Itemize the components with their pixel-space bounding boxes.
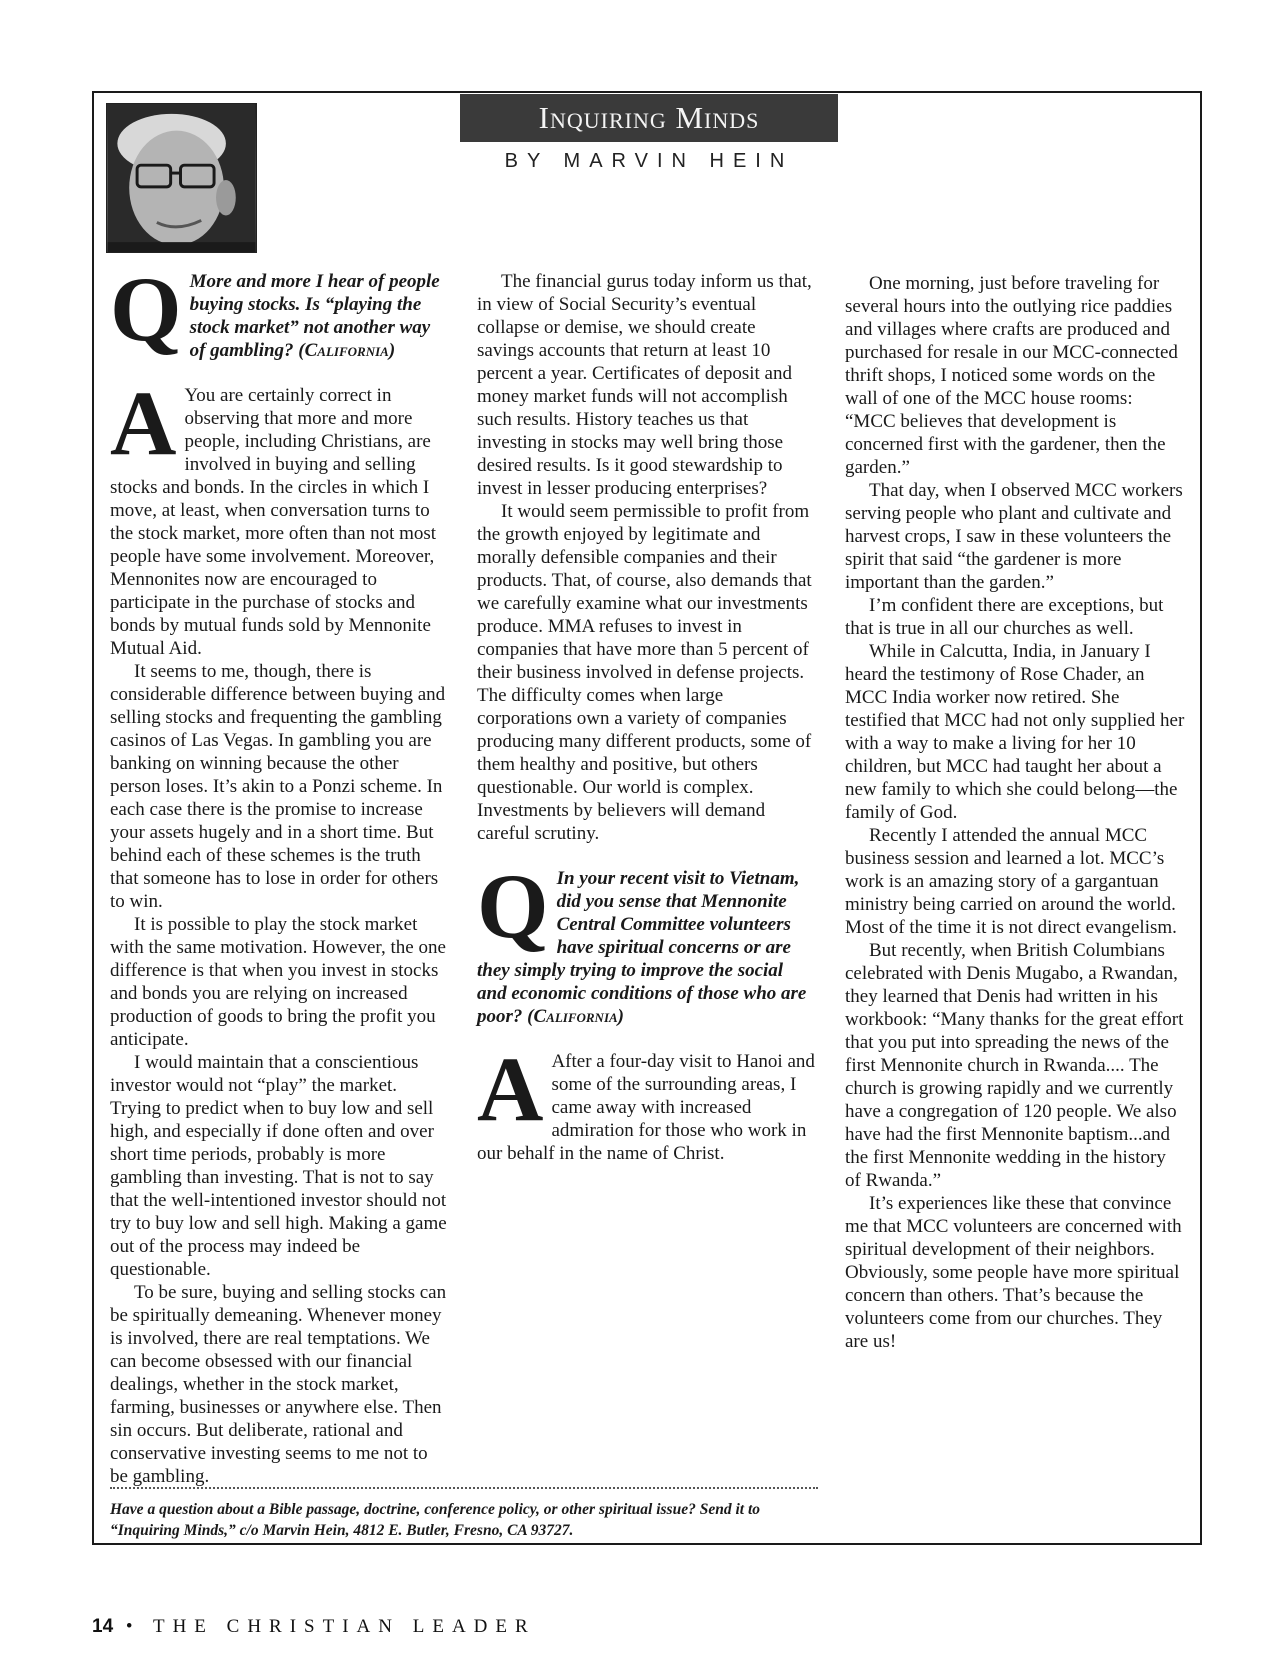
answer-1-paragraph-6: The financial gurus today inform us that, in view of Social Security’s eventual collapse or demise, we should create savings accounts that return at least 10 percent a year. Certificates of deposit and money market funds will not accomplish such results. History teaches us that investing in stocks may well bring those desired results. Is it good stewardship to invest in lesser producing enterprises? [477, 271, 812, 499]
answer-1-dropcap: A [110, 372, 177, 474]
answer-1-paragraph-7: It would seem permissible to profit from the growth enjoyed by legitimate and morally defensible companies and their products. That, of course, also demands that we carefully examine what our investments produce. MMA refuses to invest in companies that have more than 5 percent of their business involved in defense projects. The difficulty comes when large corporations own a variety of companies producing many different products, some of them healthy and positive, but others questionable. Our world is complex. Investments by believers will demand careful scrutiny. [477, 501, 812, 844]
byline: BY MARVIN HEIN [504, 150, 794, 172]
answer-2-paragraph-4: I’m confident there are exceptions, but that is true in all our churches as well. [845, 595, 1164, 639]
author-photo [106, 103, 257, 253]
question-2-dropcap: Q [477, 855, 549, 957]
answer-2-dropcap: A [477, 1038, 544, 1140]
column-title-banner: Inquiring Minds [460, 94, 838, 142]
column-3 [845, 272, 1185, 1353]
question-2 [477, 855, 817, 1028]
answer-1-paragraph-2: It seems to me, though, there is considerable difference between buying and selling stocks and frequenting the gambling casinos of Las Vegas. In gambling you are banking on winning because the other person loses. It’s akin to a Ponzi scheme. In each case there is the promise to increase your assets hugely and in a short time. But behind each of these schemes is the truth that someone has to lose in order for others to win. [110, 661, 446, 912]
publication-name: THE CHRISTIAN LEADER [152, 1616, 536, 1637]
answer-2-paragraph-6: Recently I attended the annual MCC business session and learned a lot. MCC’s work is an amazing story of a gargantuan ministry being carried on around the world. Most of the time it is not direct evangelism. [845, 825, 1177, 938]
footer-divider [110, 1487, 818, 1489]
answer-2-paragraph-8: It’s experiences like these that convince me that MCC volunteers are concerned with spiritual development of their neighbors. Obviously, some people have more spiritual concern than others. That’s because the volunteers come from our churches. They are us! [845, 1193, 1182, 1352]
answer-2-paragraph-5: While in Calcutta, India, in January I heard the testimony of Rose Chader, an MCC India worker now retired. She testified that MCC had not only supplied her with a way to make a living for her 10 children, but MCC had taught her about a new family to which she could belong—the family of God. [845, 641, 1185, 823]
question-1-dropcap: Q [110, 258, 182, 360]
answer-1-paragraph-3: It is possible to play the stock market with the same motivation. However, the one difference is that when you invest in stocks and bonds you are relying on increased production of goods to bring the profit you anticipate. [110, 914, 446, 1050]
answer-2-paragraph-7: But recently, when British Columbians celebrated with Denis Mugabo, a Rwandan, they learned that Denis had written in his workbook: “Many thanks for the great effort that you put into spreading the news of the first Mennonite church in Rwanda.... The church is growing rapidly and we currently have a congregation of 120 people. We also have had the first Mennonite baptism...and the first Mennonite wedding in the history of Rwanda.” [845, 940, 1184, 1191]
question-2-text: In your recent visit to Vietnam, did you sense that Mennonite Central Committee volunteers have spiritual concerns or are they simply trying to improve the social and economic conditions of those who are poor? [477, 868, 807, 1027]
answer-1-paragraph-5: To be sure, buying and selling stocks can be spiritually demeaning. Whenever money is involved, there are real temptations. We can become obsessed with our financial dealings, whether in the stock market, farming, businesses or anywhere else. Then sin occurs. But deliberate, rational and conservative investing seems to me not to be gambling. [110, 1282, 447, 1487]
answer-2-paragraph-2: One morning, just before traveling for several hours into the outlying rice paddies and villages where crafts are produced and purchased for resale in our MCC-connected thrift shops, I noticed some words on the wall of one of the MCC house rooms: “MCC believes that development is concerned first with the gardener, then the garden.” [845, 273, 1178, 478]
answer-1-paragraph-1-text: You are certainly correct in observing that more and more people, including Christians, are involved in buying and selling stocks and bonds. In the circles in which I move, at least, when conversation turns to the stock market, more often than not most people have some involvement. Moreover, Mennonites now are encouraged to participate in the purchase of stocks and bonds by mutual funds sold by Mennonite Mutual Aid. [110, 385, 437, 659]
column-2 [477, 270, 817, 1165]
question-1-text: More and more I hear of people buying stocks. Is “playing the stock market” not another way of gambling? [189, 271, 440, 361]
question-1-location: (California) [298, 340, 396, 361]
page-number: 14 [92, 1616, 114, 1637]
answer-2-paragraph-1-text: After a four-day visit to Hanoi and some of the surrounding areas, I came away with increased admiration for those who work in our behalf in the name of Christ. [477, 1051, 815, 1164]
submission-note: Have a question about a Bible passage, doctrine, conference policy, or other spiritual issue? Send it to “Inquiring Minds,” c/o Marvin Hein, 4812 E. Butler, Fresno, CA 93727. [110, 1501, 761, 1539]
answer-2-paragraph-3: That day, when I observed MCC workers serving people who plant and cultivate and harvest crops, I saw in these volunteers the spirit that said “the gardener is more important than the garden.” [845, 480, 1183, 593]
answer-1-paragraph-1 [110, 372, 450, 660]
footer-bullet: • [125, 1616, 141, 1637]
page-footer [92, 1616, 536, 1638]
question-2-location: (California) [527, 1006, 625, 1027]
column-1 [110, 258, 450, 1488]
answer-1-paragraph-4: I would maintain that a conscientious investor would not “play” the market. Trying to predict when to buy low and sell high, and especially if done often and over short time periods, probably is more gambling than investing. That is not to say that the well-intentioned investor should not try to buy low and sell high. Making a game out of the process may indeed be questionable. [110, 1052, 447, 1280]
answer-2-paragraph-1 [477, 1038, 817, 1165]
question-1 [110, 258, 450, 362]
author-portrait-image [107, 104, 256, 252]
